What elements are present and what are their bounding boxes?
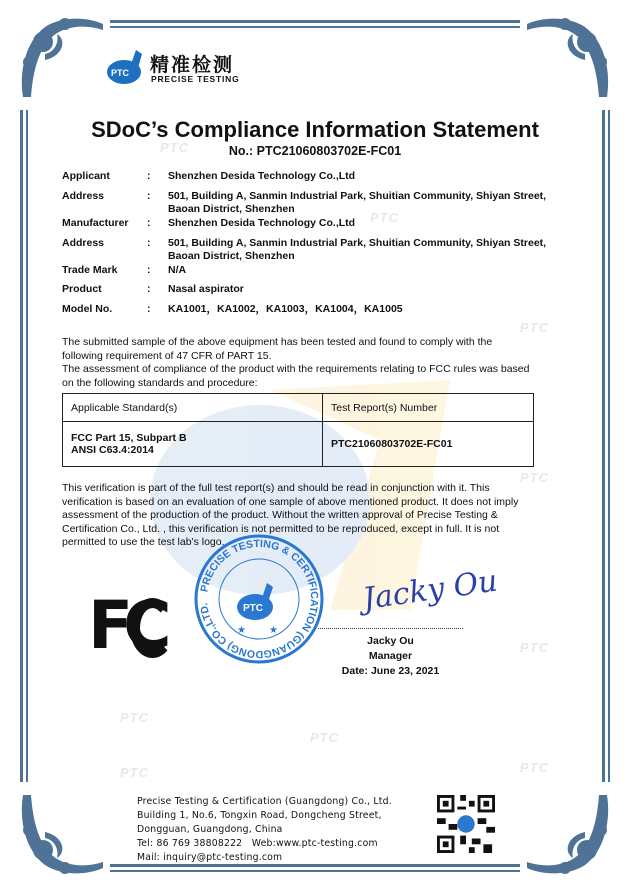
footer-contact: Precise Testing & Certification (Guangdong) Co., Ltd. Building 1, No.6, Tongxin Road, Dongcheng Street, Dongguan, Guangdong, China Tel: 86 769 38808222 Web:www.ptc-testing.com Mail: inquiry@ptc-testing.com <box>137 796 392 863</box>
watermark: PTC <box>520 320 549 335</box>
watermark: PTC <box>370 210 399 225</box>
svg-text:PTC: PTC <box>111 68 129 78</box>
ornament-top-left <box>15 12 105 102</box>
watermark: PTC <box>160 140 189 155</box>
border-bottom <box>110 864 520 872</box>
watermark: PTC <box>310 730 339 745</box>
standards-cell: FCC Part 15, Subpart B ANSI C63.4:2014 <box>63 422 323 467</box>
border-left <box>20 110 28 782</box>
header-standards: Applicable Standard(s) <box>63 394 323 422</box>
certificate-number: No.: PTC21060803702E-FC01 <box>228 144 402 158</box>
watermark: PTC <box>520 640 549 655</box>
standards-table <box>62 393 534 467</box>
verification-paragraph: This verification is part of the full test report(s) and should be read in conjunction with it. This verification is based on an evaluation of one sample of above mentioned product. It does not imply assessment of the production of the product. Without the written approval of Precise Testing & Certification Co., Ltd. , this verification is not permitted to be reproduced, except in full. It is not permitted to use the test lab's logo. <box>62 482 519 548</box>
ornament-top-right <box>525 12 615 102</box>
svg-text:Jacky Ou: Jacky Ou <box>360 563 500 618</box>
signer-role: Manager <box>368 650 413 662</box>
watermark: PTC <box>120 710 149 725</box>
border-right <box>602 110 610 782</box>
qr-code <box>436 795 496 853</box>
signature-date: Date: June 23, 2021 <box>341 665 440 677</box>
fcc-logo: FC <box>88 587 162 664</box>
header-report: Test Report(s) Number <box>323 394 534 422</box>
assessment-paragraph: The assessment of compliance of the product with the requirements relating to FCC rules was based on the following standards and procedure: <box>62 363 530 389</box>
report-number-cell: PTC21060803702E-FC01 <box>323 422 534 467</box>
signature-image <box>355 560 500 625</box>
svg-text:★: ★ <box>237 625 246 636</box>
signer-name: Jacky Ou <box>367 635 414 647</box>
svg-text:PTC: PTC <box>243 603 263 614</box>
logo-en: PRECISE TESTING <box>151 74 240 84</box>
company-stamp <box>193 533 325 665</box>
page-title: SDoC’s Compliance Information Statement <box>91 117 539 142</box>
ornament-bottom-right <box>525 790 615 880</box>
compliance-paragraph: The submitted sample of the above equipment has been tested and found to comply with the following requirement of 47 CFR of PART 15. <box>62 336 493 362</box>
svg-text:★: ★ <box>269 625 278 636</box>
watermark: PTC <box>520 760 549 775</box>
watermark: PTC <box>520 470 549 485</box>
watermark: PTC <box>120 765 149 780</box>
company-logo <box>106 48 246 86</box>
fcc-logo-c <box>130 598 175 658</box>
ptc-logo-icon <box>106 48 146 86</box>
svg-text:PRECISE TESTING & CERTIFICATIO: PRECISE TESTING & CERTIFICATION (GUANGDONG) CO.,LTD. <box>198 537 321 661</box>
border-top <box>110 20 520 28</box>
signature-line <box>318 628 463 629</box>
ornament-bottom-left <box>15 790 105 880</box>
logo-cn: 精准检测 <box>150 54 235 76</box>
